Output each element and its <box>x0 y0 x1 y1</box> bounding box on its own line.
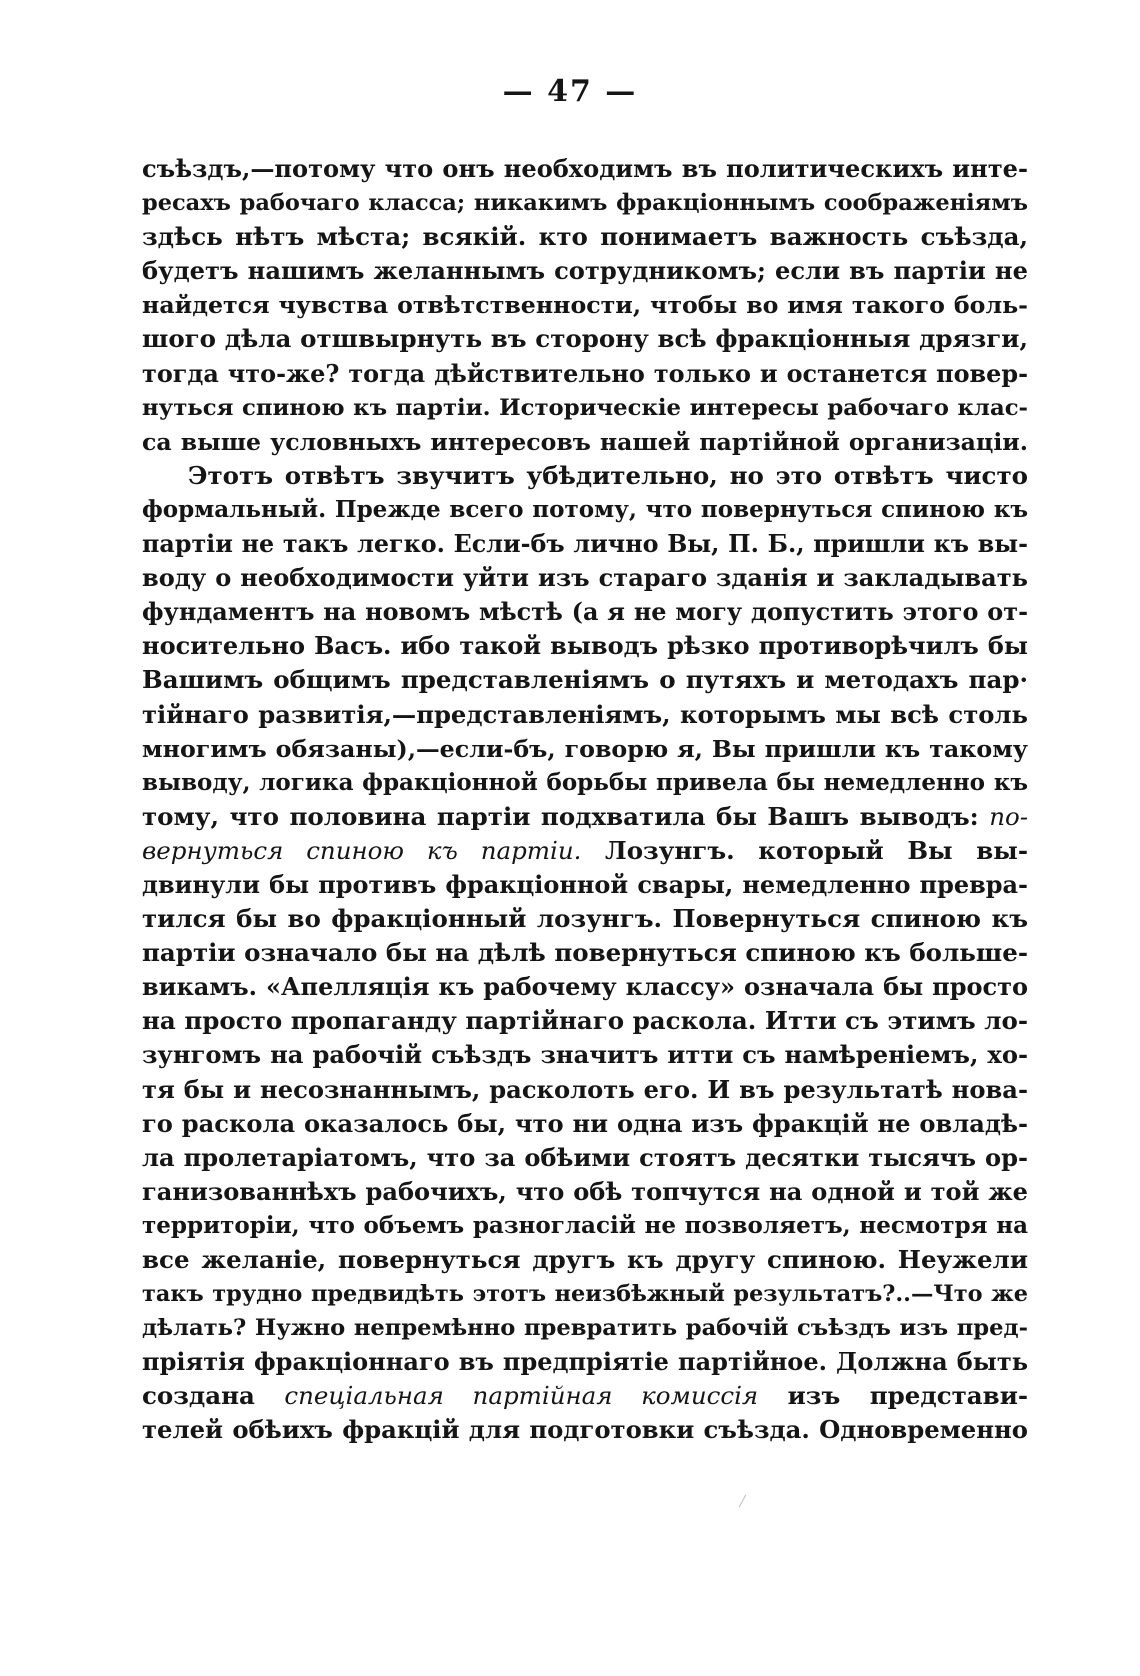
text-line: территоріи, что объемъ разногласій не позволяетъ, несмотря на <box>142 1211 1028 1239</box>
text-line: такъ трудно предвидѣть этотъ неизбѣжный результатъ?..—Что же <box>142 1281 1028 1308</box>
text-line: ресахъ рабочаго класса; никакимъ фракціоннымъ соображеніямъ <box>142 190 1028 217</box>
text-line: тя бы и несознаннымъ, расколоть его. И въ результатѣ нова- <box>142 1074 1028 1104</box>
text-line: формальный. Прежде всего потому, что повернуться спиною къ <box>142 495 1028 523</box>
text-line: тійнаго развитія,—представленіямъ, которымъ мы всѣ столь <box>142 699 1028 729</box>
text-line: на просто пропаганду партійнаго раскола. Итти съ этимъ ло- <box>142 1006 1028 1036</box>
text-line: шого дѣла отшвырнуть въ сторону всѣ фракціонныя дрязги, <box>142 324 1028 354</box>
text-line-mixed <box>142 800 1028 834</box>
text-line: партіи означало бы на дѣлѣ повернуться спиною къ больше- <box>142 938 1028 968</box>
italic-segment: вернуться спиною къ партіи. <box>142 835 582 865</box>
text-line: ла пролетаріатомъ, что за обѣими стоятъ десятки тысячъ ор- <box>142 1142 1028 1172</box>
text-segment: создана <box>142 1381 255 1411</box>
page-number: — 47 — <box>502 74 638 109</box>
text-segment: Лозунгъ. который Вы вы- <box>605 835 1028 865</box>
text-line: го раскола оказалось бы, что ни одна изъ фракцій не овладѣ- <box>142 1108 1028 1138</box>
text-line: зунгомъ на рабочій съѣздъ значитъ итти съ намѣреніемъ, хо- <box>142 1040 1028 1070</box>
text-line: воду о необходимости уйти изъ стараго зданія и закладывать <box>142 563 1028 593</box>
text-line: дѣлать? Нужно непремѣнно превратить рабочій съѣздъ изъ пред- <box>142 1315 1028 1342</box>
text-line: двинули бы противъ фракціонной свары, немедленно превра- <box>142 869 1028 899</box>
text-line: са выше условныхъ интересовъ нашей партійной организаціи. <box>142 427 1028 456</box>
text-line: многимъ обязаны),—если-бъ, говорю я, Вы пришли къ такому <box>142 734 1028 763</box>
text-line: викамъ. «Апелляція къ рабочему классу» означала бы просто <box>142 972 1028 1002</box>
text-line: нуться спиною къ партіи. Историческіе интересы рабочаго клас- <box>142 394 1028 421</box>
paragraph-start-line: Этотъ отвѣтъ звучитъ убѣдительно, но это отвѣтъ чисто <box>188 460 1028 490</box>
italic-segment: спеціальная партійная комиссія <box>284 1381 759 1411</box>
text-line-mixed <box>142 1379 1028 1413</box>
text-line: все желаніе, повернуться другъ къ другу спиною. Неужели <box>142 1245 1028 1274</box>
text-line: носительно Васъ. ибо такой выводъ рѣзко противорѣчилъ бы <box>142 631 1028 661</box>
text-line: тился бы во фракціонный лозунгъ. Повернуться спиною къ <box>142 904 1028 934</box>
text-line: тогда что-же? тогда дѣйствительно только и останется повер- <box>142 359 1028 388</box>
text-line: телей обѣихъ фракцій для подготовки съѣзда. Одновременно <box>142 1415 1028 1445</box>
text-segment: изъ представи- <box>787 1381 1029 1411</box>
text-line: ганизованнѣхъ рабочихъ, что обѣ топчутся на одной и той же <box>142 1176 1028 1206</box>
text-segment: тому, что половина партіи подхватила бы Вашъ выводъ: <box>142 801 979 831</box>
ink-speck <box>739 1495 746 1508</box>
text-line-mixed <box>142 834 1028 868</box>
text-line: будетъ нашимъ желаннымъ сотрудникомъ; если въ партіи не <box>142 256 1028 286</box>
text-line: съѣздъ,—потому что онъ необходимъ въ политическихъ инте- <box>142 154 1028 183</box>
text-line: найдется чувства отвѣтственности, чтобы во имя такого боль- <box>142 291 1028 320</box>
text-line: выводу, логика фракціонной борьбы привела бы немедленно къ <box>142 768 1028 796</box>
text-line: пріятія фракціоннаго въ предпріятіе партійное. Должна быть <box>142 1347 1028 1377</box>
body-text <box>142 152 1028 1448</box>
text-line: фундаментъ на новомъ мѣстѣ (а я не могу допустить этого от- <box>142 598 1028 627</box>
italic-segment: по- <box>989 801 1029 831</box>
text-line: здѣсь нѣтъ мѣста; всякій. кто понимаетъ важность съѣзда, <box>142 222 1028 252</box>
text-line: партіи не такъ легко. Если-бъ лично Вы, П. Б., пришли къ вы- <box>142 530 1028 559</box>
text-line: Вашимъ общимъ представленіямъ о путяхъ и методахъ пар· <box>142 665 1028 695</box>
